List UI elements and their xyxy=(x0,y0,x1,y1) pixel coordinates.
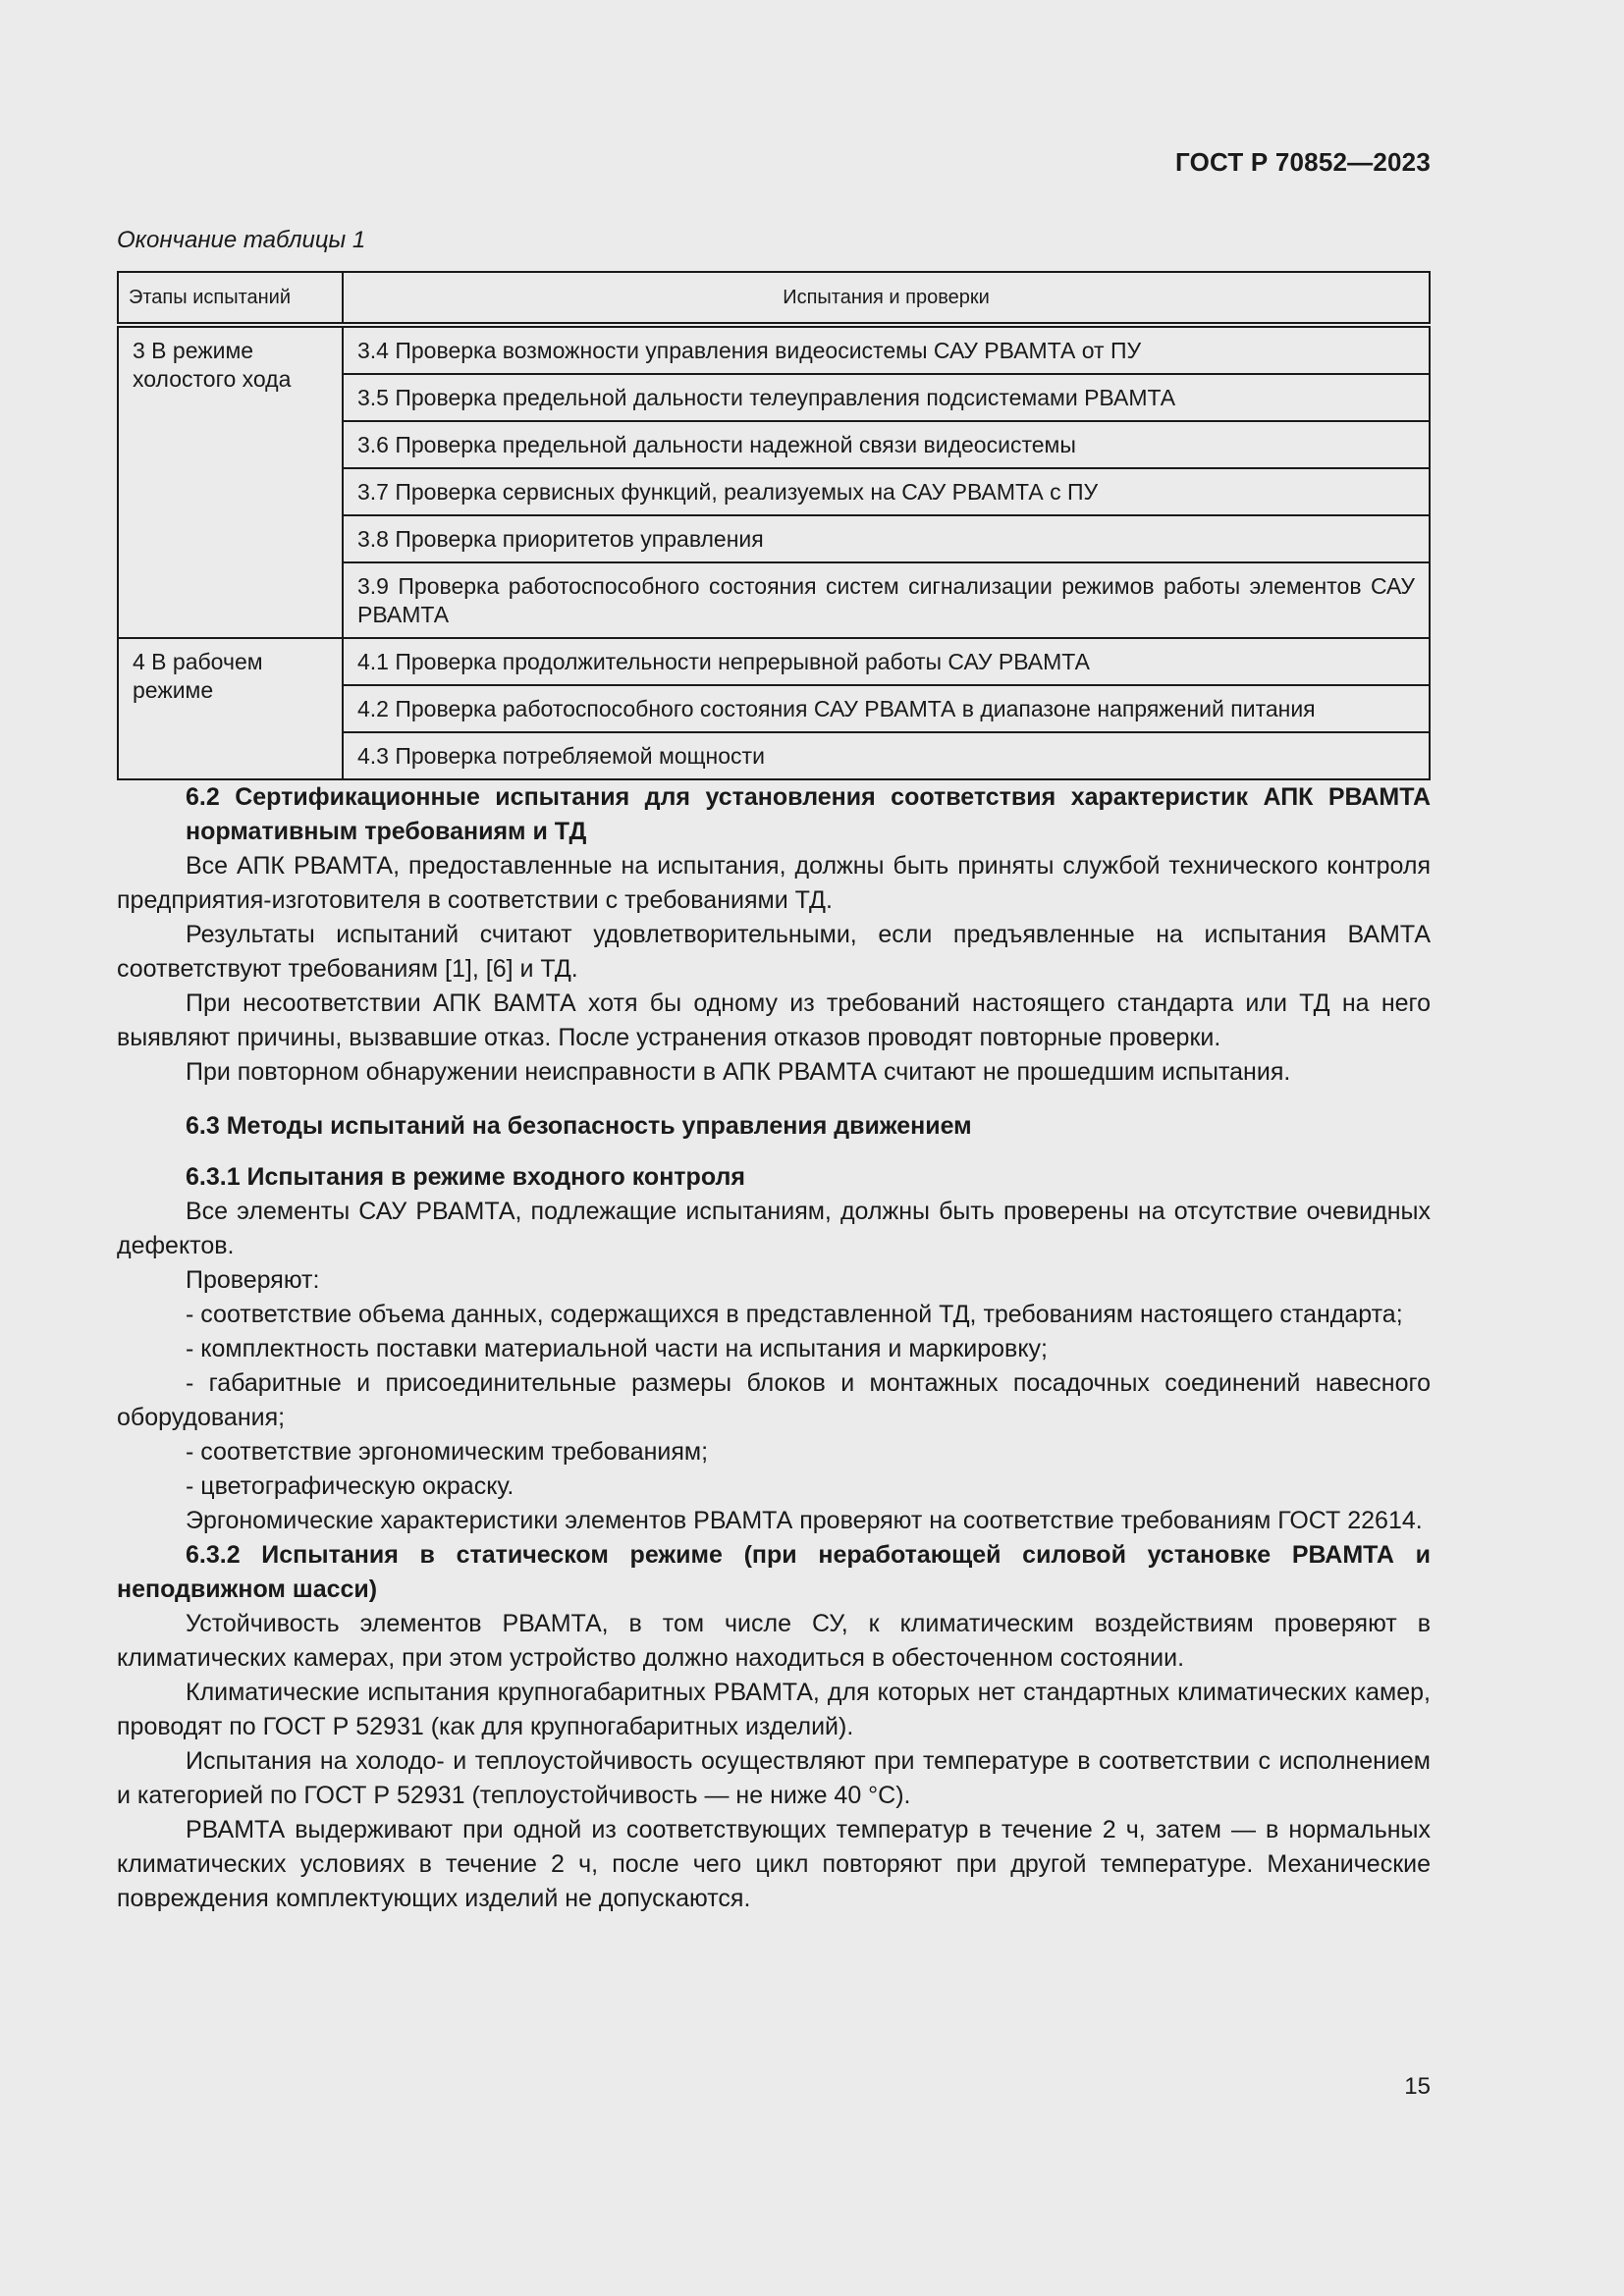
paragraph: Эргономические характеристики элементов РВАМТА проверяют на соответствие требованиям ГОСТ 22614. xyxy=(186,1507,1423,1534)
list-item: - габаритные и присоединительные размеры блоков и монтажных посадочных соединений навесного оборудования; xyxy=(117,1369,1431,1431)
paragraph: Проверяют: xyxy=(186,1266,320,1294)
page-content xyxy=(117,226,1431,1916)
paragraph: Все элементы САУ РВАМТА, подлежащие испытаниям, должны быть проверены на отсутствие очевидных дефектов. xyxy=(117,1198,1431,1259)
check-cell: 3.6 Проверка предельной дальности надежной связи видеосистемы xyxy=(343,421,1430,468)
check-cell: 3.8 Проверка приоритетов управления xyxy=(343,515,1430,562)
paragraph: При повторном обнаружении неисправности в АПК РВАМТА считают не прошедшим испытания. xyxy=(186,1058,1291,1086)
check-cell: 4.1 Проверка продолжительности непрерывной работы САУ РВАМТА xyxy=(343,638,1430,685)
check-cell: 3.4 Проверка возможности управления видеосистемы САУ РВАМТА от ПУ xyxy=(343,325,1430,374)
check-cell: 4.3 Проверка потребляемой мощности xyxy=(343,732,1430,779)
section-heading: 6.2 Сертификационные испытания для установления соответствия характеристик АПК РВАМТА нормативным требованиям и ТД xyxy=(186,783,1431,845)
subsection-heading: 6.3.2 Испытания в статическом режиме (при неработающей силовой установке РВАМТА и неподвижном шасси) xyxy=(117,1541,1431,1603)
page-number: 15 xyxy=(1404,2073,1431,2100)
list-item: - соответствие эргономическим требованиям; xyxy=(186,1438,709,1466)
check-cell: 3.7 Проверка сервисных функций, реализуемых на САУ РВАМТА с ПУ xyxy=(343,468,1430,515)
header-checks: Испытания и проверки xyxy=(343,272,1430,325)
list-item: - комплектность поставки материальной части на испытания и маркировку; xyxy=(186,1335,1048,1362)
check-cell: 3.5 Проверка предельной дальности телеуправления подсистемами РВАМТА xyxy=(343,374,1430,421)
paragraph: При несоответствии АПК ВАМТА хотя бы одному из требований настоящего стандарта или ТД на него выявляют причины, вызвавшие отказ. После устранения отказов проводят повторные проверки. xyxy=(117,989,1431,1051)
subsection-heading: 6.3.1 Испытания в режиме входного контроля xyxy=(186,1163,745,1191)
standard-code: ГОСТ Р 70852—2023 xyxy=(1175,147,1431,177)
stage-cell: 4 В рабочем режиме xyxy=(118,638,343,779)
section-6-2 xyxy=(117,780,1431,1090)
paragraph: РВАМТА выдерживают при одной из соответствующих температур в течение 2 ч, затем — в нормальных климатических условиях в течение 2 ч, после чего цикл повторяют при другой температуре. Механические повреждения комплектующих изделий не допускаются. xyxy=(117,1816,1431,1912)
paragraph: Испытания на холодо- и теплоустойчивость осуществляют при температуре в соответствии с исполнением и категорией по ГОСТ Р 52931 (теплоустойчивость — не ниже 40 °С). xyxy=(117,1747,1431,1809)
paragraph: Климатические испытания крупногабаритных РВАМТА, для которых нет стандартных климатических камер, проводят по ГОСТ Р 52931 (как для крупногабаритных изделий). xyxy=(117,1679,1431,1740)
paragraph: Все АПК РВАМТА, предоставленные на испытания, должны быть приняты службой технического контроля предприятия-изготовителя в соответствии с требованиями ТД. xyxy=(117,852,1431,914)
section-6-3 xyxy=(117,1109,1431,1916)
check-cell: 3.9 Проверка работоспособного состояния систем сигнализации режимов работы элементов САУ РВАМТА xyxy=(343,562,1430,638)
list-item: - цветографическую окраску. xyxy=(186,1472,514,1500)
table-row xyxy=(118,325,1430,374)
check-cell: 4.2 Проверка работоспособного состояния САУ РВАМТА в диапазоне напряжений питания xyxy=(343,685,1430,732)
section-heading: 6.3 Методы испытаний на безопасность управления движением xyxy=(186,1112,972,1140)
header-stages: Этапы испытаний xyxy=(118,272,343,325)
table-header-row xyxy=(118,272,1430,325)
paragraph: Устойчивость элементов РВАМТА, в том числе СУ, к климатическим воздействиям проверяют в климатических камерах, при этом устройство должно находиться в обесточенном состоянии. xyxy=(117,1610,1431,1672)
table-caption: Окончание таблицы 1 xyxy=(117,227,366,253)
paragraph: Результаты испытаний считают удовлетворительными, если предъявленные на испытания ВАМТА соответствуют требованиям [1], [6] и ТД. xyxy=(117,921,1431,983)
tests-table xyxy=(117,271,1431,780)
stage-cell: 3 В режиме холостого хода xyxy=(118,325,343,638)
table-row xyxy=(118,638,1430,685)
list-item: - соответствие объема данных, содержащихся в представленной ТД, требованиям настоящего стандарта; xyxy=(186,1301,1403,1328)
